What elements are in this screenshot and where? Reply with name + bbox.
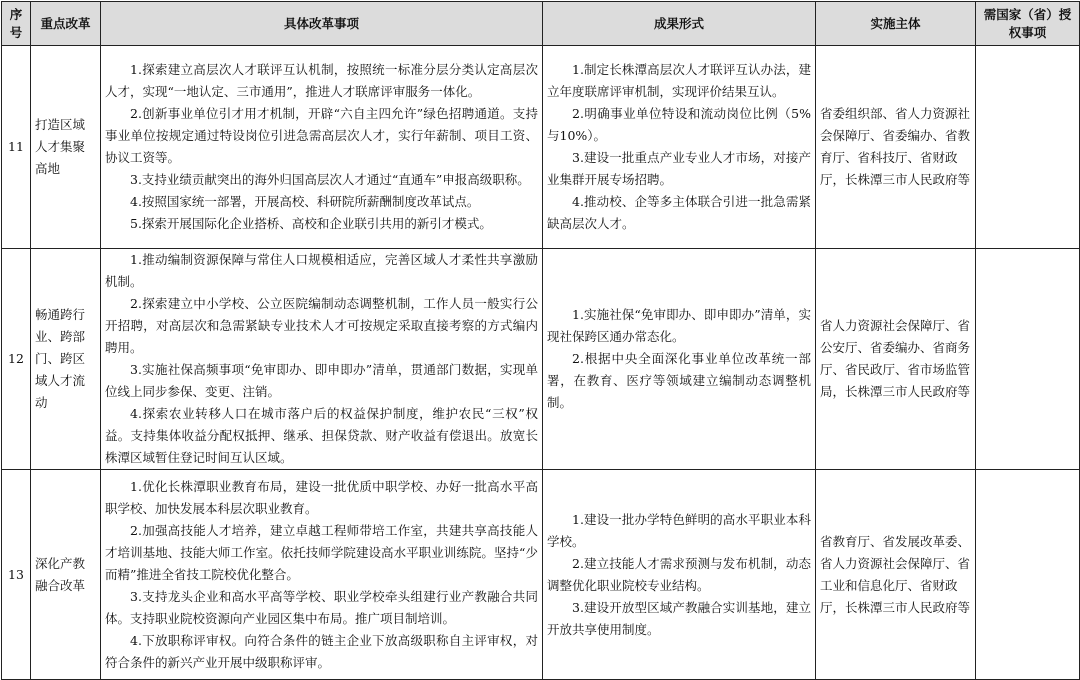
header-auth: 需国家（省）授权事项 xyxy=(976,2,1080,46)
row-items xyxy=(101,470,543,680)
row-area: 畅通跨行业、跨部门、跨区域人才流动 xyxy=(31,249,101,470)
row-items xyxy=(101,46,543,249)
result-text: 2.建立技能人才需求预测与发布机制，动态调整优化职业院校专业结构。 xyxy=(547,555,811,593)
table-row xyxy=(2,46,1080,249)
header-area: 重点改革 xyxy=(31,2,101,46)
result-text: 3.建设一批重点产业专业人才市场，对接产业集群开展专场招聘。 xyxy=(547,150,811,187)
row-seq: 13 xyxy=(2,470,31,680)
result-text: 3.建设开放型区域产教融合实训基地，建立开放共享使用制度。 xyxy=(547,599,811,637)
reform-table xyxy=(1,1,1080,680)
result-text: 1.制定长株潭高层次人才联评互认办法，建立年度联席评审机制，实现评价结果互认。 xyxy=(547,62,811,99)
row-area: 打造区域人才集聚高地 xyxy=(31,46,101,249)
item-text: 3.实施社保高频事项“免审即办、即申即办”清单，贯通部门数据，实现单位线上同步参保、变更、注销。 xyxy=(105,362,538,399)
item-text: 4.探索农业转移人口在城市落户后的权益保护制度，维护农民“三权”权益。支持集体收益分配权抵押、继承、担保贷款、财产收益有偿退出。放宽长株潭区域暂住登记时间互认区域。 xyxy=(105,406,538,465)
result-text: 1.实施社保“免审即办、即申即办”清单，实现社保跨区通办常态化。 xyxy=(547,307,811,344)
result-text: 1.建设一批办学特色鲜明的高水平职业本科学校。 xyxy=(547,511,811,549)
header-row xyxy=(2,2,1080,46)
row-auth xyxy=(976,46,1080,249)
item-text: 5.探索开展国际化企业搭桥、高校和企业联引共用的新引才模式。 xyxy=(130,216,492,231)
item-text: 3.支持龙头企业和高水平高等学校、职业学校牵头组建行业产教融合共同体。支持职业院校资源向产业园区集中布局。推广项目制培训。 xyxy=(105,588,538,626)
header-seq: 序号 xyxy=(2,2,31,46)
table-row xyxy=(2,249,1080,470)
header-results: 成果形式 xyxy=(543,2,816,46)
item-text: 1.探索建立高层次人才联评互认机制，按照统一标准分层分类认定高层次人才，实现“一地认定、三市通用”，推进人才联席评审服务一体化。 xyxy=(105,62,538,99)
table-row xyxy=(2,470,1080,680)
row-results xyxy=(543,470,816,680)
header-owner: 实施主体 xyxy=(816,2,976,46)
row-results xyxy=(543,249,816,470)
row-seq: 12 xyxy=(2,249,31,470)
item-text: 4.按照国家统一部署，开展高校、科研院所薪酬制度改革试点。 xyxy=(130,194,480,209)
item-text: 4.下放职称评审权。向符合条件的链主企业下放高级职称自主评审权，对符合条件的新兴产业开展中级职称评审。 xyxy=(105,632,538,670)
item-text: 2.创新事业单位引才用才机制，开辟“六自主四允许”绿色招聘通道。支持事业单位按规定通过特设岗位引进急需高层次人才，实行年薪制、项目工资、协议工资等。 xyxy=(105,106,538,165)
item-text: 1.优化长株潭职业教育布局，建设一批优质中职学校、办好一批高水平高职学校、加快发展本科层次职业教育。 xyxy=(105,478,538,516)
row-owner: 省委组织部、省人力资源社会保障厅、省委编办、省教育厅、省科技厅、省财政厅，长株潭三市人民政府等 xyxy=(816,46,976,249)
row-auth xyxy=(976,470,1080,680)
item-text: 2.加强高技能人才培养，建立卓越工程师带培工作室，共建共享高技能人才培训基地、技能大师工作室。依托技师学院建设高水平职业训练院。坚持“少而精”推进全省技工院校优化整合。 xyxy=(105,522,538,582)
header-items: 具体改革事项 xyxy=(101,2,543,46)
result-text: 2.根据中央全面深化事业单位改革统一部署，在教育、医疗等领域建立编制动态调整机制。 xyxy=(547,351,811,410)
row-area: 深化产教融合改革 xyxy=(31,470,101,680)
row-auth xyxy=(976,249,1080,470)
row-owner: 省人力资源社会保障厅、省公安厅、省委编办、省商务厅、省民政厅、省市场监管局，长株潭三市人民政府等 xyxy=(816,249,976,470)
item-text: 2.探索建立中小学校、公立医院编制动态调整机制，工作人员一般实行公开招聘，对高层次和急需紧缺专业技术人才可按规定采取直接考察的方式编内聘用。 xyxy=(105,296,538,355)
result-text: 4.推动校、企等多主体联合引进一批急需紧缺高层次人才。 xyxy=(547,194,811,231)
row-seq: 11 xyxy=(2,46,31,249)
row-owner: 省教育厅、省发展改革委、省人力资源社会保障厅、省工业和信息化厅、省财政厅，长株潭三市人民政府等 xyxy=(816,470,976,680)
row-results xyxy=(543,46,816,249)
item-text: 1.推动编制资源保障与常住人口规模相适应，完善区域人才柔性共享激励机制。 xyxy=(105,252,538,289)
item-text: 3.支持业绩贡献突出的海外归国高层次人才通过“直通车”申报高级职称。 xyxy=(130,172,530,187)
result-text: 2.明确事业单位特设和流动岗位比例（5%与10%）。 xyxy=(547,106,811,143)
row-items xyxy=(101,249,543,470)
